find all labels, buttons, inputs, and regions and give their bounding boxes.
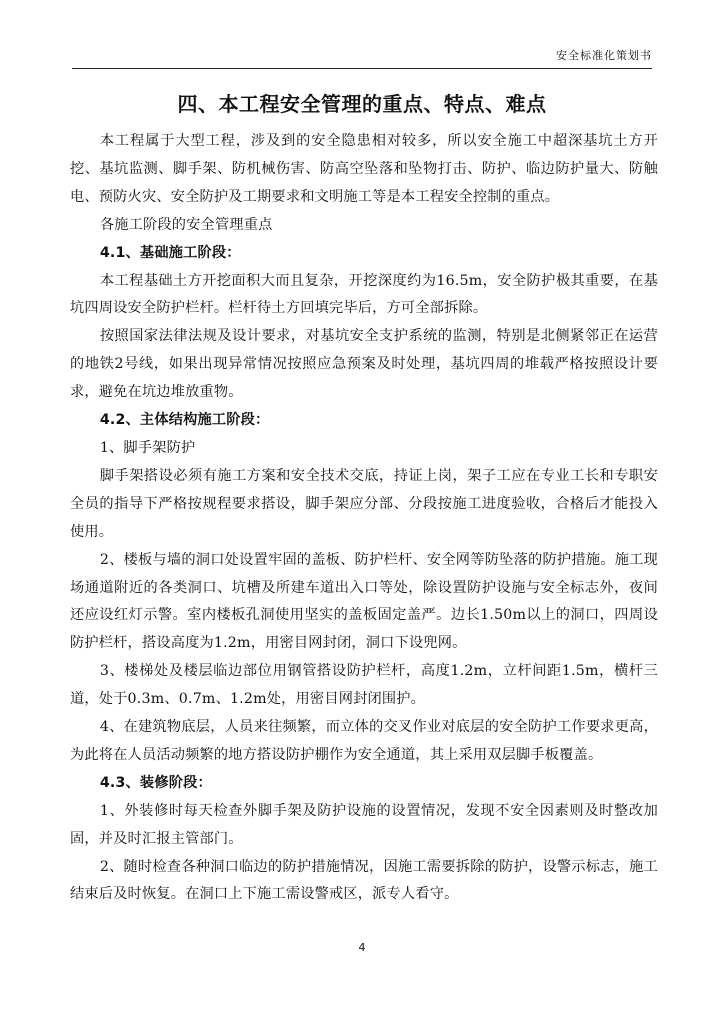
heading-4-2: 4.2、主体结构施工阶段： <box>99 412 270 429</box>
section-title: 四、本工程安全管理的重点、特点、难点 <box>177 92 547 116</box>
paragraph: 4、在建筑物底层，人员来往频繁，而立体的交叉作业对底层的安全防护工作要求更高，为此将在人员活动频繁的地方搭设防护棚作为安全通道，其上采用双层脚手板覆盖。 <box>70 719 658 763</box>
header-text: 安全标准化策划书 <box>556 49 652 62</box>
page-header <box>72 48 652 69</box>
paragraph: 1、外装修时每天检查外脚手架及防护设施的设置情况，发现不安全因素则及时整改加固，并及时汇报主管部门。 <box>70 802 658 847</box>
intro-paragraph: 本工程属于大型工程，涉及到的安全隐患相对较多，所以安全施工中超深基坑土方开挖、基坑监测、脚手架、防机械伤害、防高空坠落和坠物打击、防护、临边防护量大、防触电、预防火灾、安全防护及工期要求和文明施工等是本工程安全控制的重点。 <box>70 133 658 205</box>
heading-4-3: 4.3、装修阶段： <box>99 774 212 791</box>
stage-intro: 各施工阶段的安全管理重点 <box>99 216 273 233</box>
paragraph: 2、随时检查各种洞口临边的防护措施情况，因施工需要拆除的防护，设警示标志，施工结束后及时恢复。在洞口上下施工需设警戒区，派专人看守。 <box>70 858 658 903</box>
paragraph: 本工程基础土方开挖面积大而且复杂，开挖深度约为16.5m，安全防护极其重要，在基坑四周设安全防护栏杆。栏杆待土方回填完毕后，方可全部拆除。 <box>70 272 658 317</box>
heading-4-1: 4.1、基础施工阶段： <box>99 244 241 261</box>
paragraph: 按照国家法律法规及设计要求，对基坑安全支护系统的监测，特别是北侧紧邻正在运营的地铁2号线，如果出现异常情况按照应急预案及时处理，基坑四周的堆载严格按照设计要求，避免在坑边堆放重物。 <box>70 328 658 401</box>
paragraph: 3、楼梯处及楼层临边部位用钢管搭设防护栏杆，高度1.2m，立杆间距1.5m，横杆三道，处于0.3m、0.7m、1.2m处，用密目网封闭围护。 <box>70 663 658 708</box>
paragraph: 2、楼板与墙的洞口处设置牢固的盖板、防护栏杆、安全网等防坠落的防护措施。施工现场通道附近的各类洞口、坑槽及所建车道出入口等处，除设置防护设施与安全标志外，夜间还应设红灯示警。室内楼板孔洞使用坚实的盖板固定盖严。边长1.50m以上的洞口，四周设防护栏杆，搭设高度为1.2m，用密目网封闭，洞口下设兜网。 <box>70 551 658 652</box>
subheading-scaffold: 1、脚手架防护 <box>99 439 196 456</box>
paragraph: 脚手架搭设必须有施工方案和安全技术交底，持证上岗，架子工应在专业工长和专职安全员的指导下严格按规程要求搭设，脚手架应分部、分段按施工进度验收，合格后才能投入使用。 <box>70 467 658 540</box>
page-number: 4 <box>358 941 366 954</box>
document-body <box>70 128 658 909</box>
